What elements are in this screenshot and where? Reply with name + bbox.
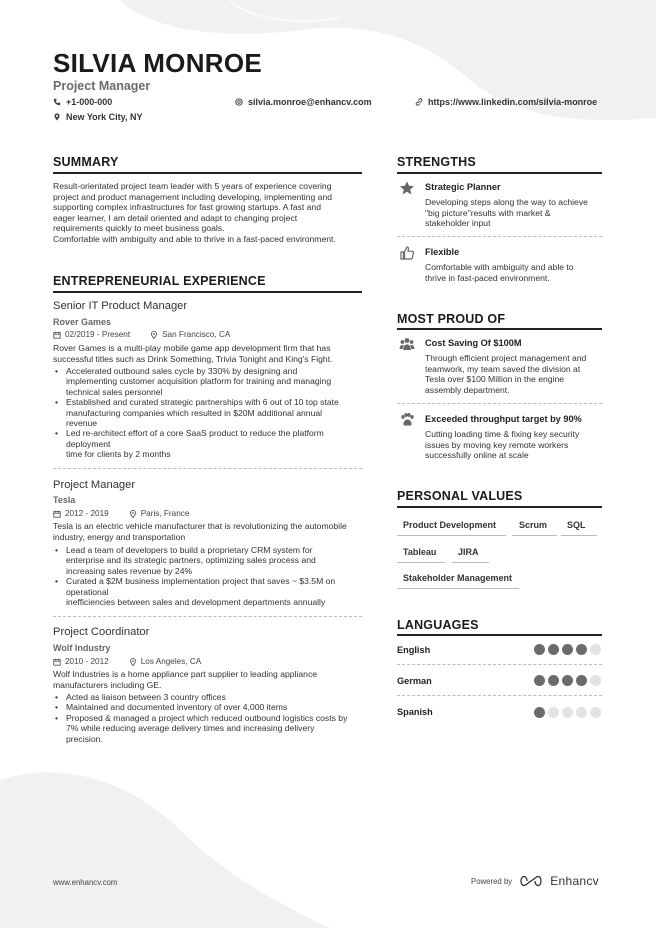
summary-heading: SUMMARY: [53, 155, 119, 169]
strength-separator: [397, 236, 602, 237]
achievement-line: successfully online at scale: [425, 450, 529, 461]
job-description: [53, 669, 317, 690]
value-tag: Product Development: [397, 520, 506, 536]
job-location: San Francisco, CA: [162, 330, 231, 339]
description-line: successful titles such as Drink Something, Trivia Tonight and King's Fight.: [53, 353, 333, 364]
experience-heading: ENTREPRENEURIAL EXPERIENCE: [53, 274, 266, 288]
powered-by-label: Powered by: [471, 876, 513, 886]
description-line: Rover Games is a multi-play mobile game app development firm that has: [53, 343, 331, 353]
footer-site-link[interactable]: www.enhancv.com: [53, 878, 118, 887]
bullet-line: time for clients by 2 months: [66, 449, 171, 460]
level-dot-empty: [590, 644, 601, 655]
company-name: Wolf Industry: [53, 643, 111, 653]
proud-heading: MOST PROUD OF: [397, 312, 506, 326]
bullet-item: [53, 545, 335, 576]
proud-divider: [397, 328, 602, 330]
star-icon: [399, 180, 415, 196]
summary-line: requirements quickly to meet business goals.: [53, 223, 225, 234]
bullet-line: enterprise and its strategic partners, optimizing sales process and: [66, 555, 316, 566]
languages-divider: [397, 634, 602, 636]
bullet-line: 7% while reducing average delivery times and increasing delivery: [66, 723, 315, 734]
strength-title: Flexible: [425, 247, 460, 257]
location-pin-icon: [150, 331, 158, 339]
value-tag: JIRA: [452, 547, 489, 563]
calendar-icon: [53, 331, 61, 339]
strengths-heading: STRENGTHS: [397, 155, 476, 169]
linkedin-url: https://www.linkedin.com/silvia-monroe: [428, 97, 598, 107]
bullet-line: technical sales personnel: [66, 386, 163, 397]
link-icon: [415, 98, 423, 106]
job-dates: 02/2019 - Present: [65, 330, 131, 339]
job-meta: [53, 509, 189, 518]
bullet-line: • Maintained and documented inventory of over 4,000 items: [66, 702, 288, 713]
company-name: Tesla: [53, 495, 76, 505]
values-heading: PERSONAL VALUES: [397, 489, 523, 503]
phone-contact[interactable]: [53, 97, 112, 107]
languages-heading: LANGUAGES: [397, 618, 479, 632]
phone-number: +1-000-000: [66, 97, 113, 107]
strength-line: thrive in fast-paced environment.: [425, 272, 550, 283]
language-name: Spanish: [397, 707, 433, 717]
bullet-item: [53, 428, 339, 459]
value-tag: Scrum: [512, 520, 557, 536]
level-dot-filled: [548, 675, 559, 686]
bullet-item: [53, 713, 347, 744]
achievement-line: issues by moving key remote workers: [425, 439, 569, 450]
bullet-line: operational: [66, 586, 109, 597]
bullet-line: • Lead a team of developers to build a proprietary CRM system for: [66, 545, 313, 555]
job-meta: [53, 330, 230, 339]
email-address: silvia.monroe@enhancv.com: [248, 97, 372, 107]
description-line: industry, energy and transportation: [53, 531, 186, 542]
bullet-line: increasing sales revenue by 24%: [66, 565, 193, 576]
achievement-line: assembly department.: [425, 384, 510, 395]
bullet-line: precision.: [66, 733, 103, 744]
achievement-description: [425, 353, 586, 395]
footer-branding[interactable]: [471, 874, 599, 888]
candidate-role: Project Manager: [53, 79, 151, 93]
level-dot-filled: [548, 644, 559, 655]
bullet-item: [53, 397, 339, 428]
job-bullets: [53, 692, 347, 744]
location-pin-icon: [53, 113, 61, 121]
bullet-item: [53, 692, 347, 702]
location-pin-icon: [129, 658, 137, 666]
candidate-name: SILVIA MONROE: [53, 48, 263, 78]
experience-divider: [53, 291, 362, 293]
level-dot-filled: [534, 644, 545, 655]
achievement-line: Through efficient project management and: [425, 353, 587, 363]
bullet-line: revenue: [66, 418, 98, 429]
team-icon: [399, 336, 415, 352]
achievement-title: Cost Saving Of $100M: [425, 338, 522, 348]
language-level: [534, 644, 601, 655]
bullet-line: • Proposed & managed a project which reduced outbound logistics costs by: [66, 712, 348, 723]
bullet-line: • Acted as liaison between 3 country offices: [66, 692, 226, 702]
level-dot-empty: [590, 675, 601, 686]
summary-line: eager learner, I am detail oriented and adapt to changing project: [53, 212, 298, 223]
job-title: Project Manager: [53, 479, 136, 491]
thumbs-up-icon: [399, 245, 415, 261]
achievement-description: [425, 429, 579, 461]
paw-icon: [399, 412, 415, 428]
language-level: [534, 675, 601, 686]
achievement-line: Tesla over $100 Million in the engine: [425, 374, 565, 385]
strengths-divider: [397, 172, 602, 174]
summary-divider: [53, 172, 362, 174]
values-divider: [397, 506, 602, 508]
bullet-item: [53, 702, 347, 712]
value-tag: SQL: [561, 520, 597, 536]
description-line: manufacturers including GE.: [53, 679, 162, 690]
achievement-line: teamwork, my team saved the division at: [425, 363, 581, 374]
job-dates: 2010 - 2012: [65, 657, 109, 666]
language-name: German: [397, 676, 432, 686]
enhancv-logo-icon: [520, 875, 542, 887]
value-tag: Tableau: [397, 547, 445, 563]
strength-line: Developing steps along the way to achieve: [425, 197, 588, 207]
level-dot-empty: [548, 707, 559, 718]
bullet-item: [53, 576, 335, 607]
summary-line: project and product management including developing, implementing and: [53, 191, 332, 202]
bullet-line: • Led re-architect effort of a core SaaS product to reduce the platform: [66, 428, 324, 439]
level-dot-filled: [562, 675, 573, 686]
calendar-icon: [53, 510, 61, 518]
job-dates: 2012 - 2019: [65, 509, 109, 518]
job-bullets: [53, 366, 339, 460]
linkedin-contact[interactable]: [415, 97, 597, 107]
bullet-line: deployment: [66, 438, 111, 449]
value-tag: Stakeholder Management: [397, 573, 519, 589]
level-dot-filled: [534, 675, 545, 686]
language-name: English: [397, 645, 431, 655]
level-dot-filled: [576, 675, 587, 686]
phone-icon: [53, 98, 61, 106]
achievement-title: Exceeded throughput target by 90%: [425, 414, 582, 424]
location-contact: [53, 112, 143, 122]
enhancv-brand-name: Enhancv: [550, 874, 599, 888]
job-description: [53, 521, 347, 542]
language-level: [534, 707, 601, 718]
at-icon: [235, 98, 243, 106]
summary-line: Comfortable with ambiguity and able to thrive in a fast-paced environment.: [53, 233, 336, 244]
description-line: Wolf Industries is a home appliance part supplier to leading appliance: [53, 669, 318, 679]
description-line: Tesla is an electric vehicle manufacturer that is revolutionizing the automobile: [53, 521, 347, 531]
bullet-line: manufacturing companies which resulted in $20M additional annual: [66, 407, 323, 418]
strength-line: Comfortable with ambiguity and able to: [425, 262, 574, 272]
summary-line: Result-orientated project team leader with 5 years of experience covering: [53, 181, 332, 191]
location-text: New York City, NY: [66, 112, 143, 122]
job-separator: [53, 616, 362, 617]
summary-line: supporting complex infrastructures for fast growing startups. A fast and: [53, 202, 321, 213]
level-dot-empty: [562, 707, 573, 718]
job-bullets: [53, 545, 335, 607]
level-dot-filled: [576, 644, 587, 655]
level-dot-filled: [562, 644, 573, 655]
bullet-line: • Established and curated strategic partnerships with 6 out of 10 top state: [66, 397, 339, 408]
job-location: Paris, France: [140, 509, 190, 518]
email-contact[interactable]: [235, 97, 372, 107]
strength-line: stakeholder input: [425, 218, 491, 229]
bullet-line: inefficiencies between sales and development departments annually: [66, 597, 326, 608]
job-title: Project Coordinator: [53, 626, 150, 638]
calendar-icon: [53, 658, 61, 666]
bullet-line: implementing customer acquisition platform for training and managing: [66, 376, 332, 387]
job-description: [53, 343, 332, 364]
strength-description: [425, 262, 574, 283]
strength-line: "big picture"results with market &: [425, 207, 551, 218]
job-title: Senior IT Product Manager: [53, 300, 188, 312]
achievement-separator: [397, 403, 602, 404]
job-location: Los Angeles, CA: [140, 657, 202, 666]
level-dot-filled: [534, 707, 545, 718]
strength-description: [425, 197, 588, 229]
job-meta: [53, 657, 201, 666]
bullet-item: [53, 366, 339, 397]
level-dot-empty: [590, 707, 601, 718]
achievement-line: Cutting loading time & fixing key security: [425, 429, 580, 439]
location-pin-icon: [129, 510, 137, 518]
language-separator: [397, 695, 602, 696]
job-separator: [53, 468, 362, 469]
strength-title: Strategic Planner: [425, 182, 501, 192]
summary-text: [53, 181, 336, 245]
bullet-line: • Curated a $2M business implementation project that saves ~ $3.5M on: [66, 576, 336, 587]
bullet-line: • Accelerated outbound sales cycle by 330% by designing and: [66, 366, 298, 376]
language-separator: [397, 664, 602, 665]
level-dot-empty: [576, 707, 587, 718]
company-name: Rover Games: [53, 317, 112, 327]
